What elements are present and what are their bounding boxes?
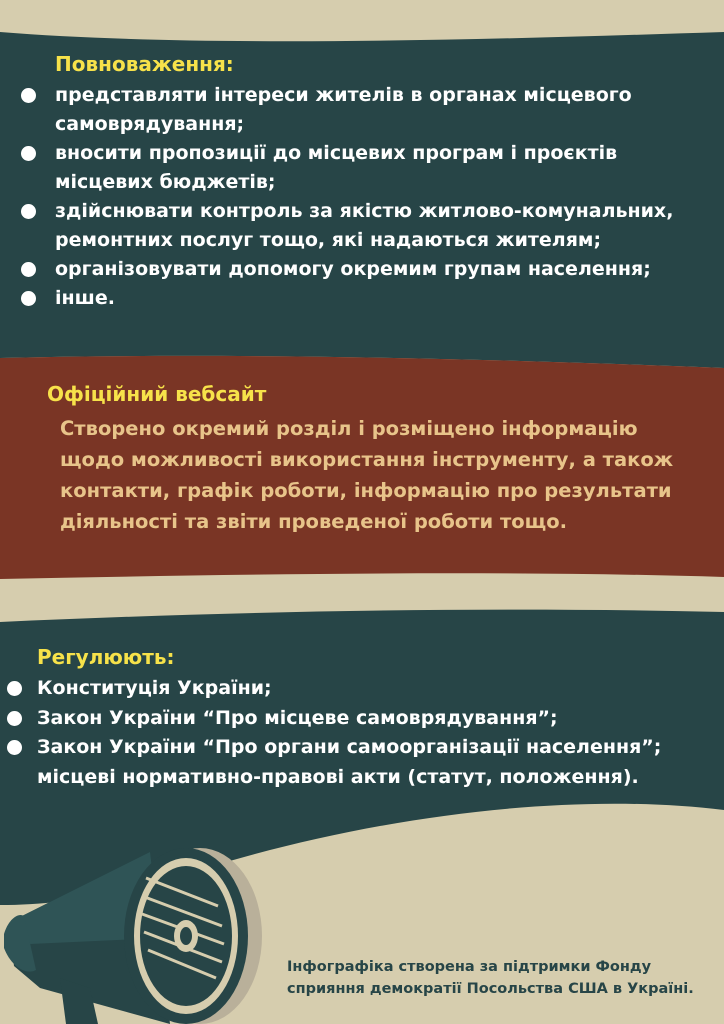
bullet-dot — [21, 262, 36, 277]
powers-section — [55, 51, 715, 313]
list-item: Конституція України; — [37, 674, 717, 704]
list-item: представляти інтереси жителів в органах місцевого самоврядування; — [55, 81, 715, 139]
bullet-dot — [21, 204, 36, 219]
bullet-dot — [21, 291, 36, 306]
footer-credit: Інфографіка створена за підтримки Фонду сприяння демократії Посольства США в Україні. — [287, 959, 694, 997]
regulation-list — [37, 674, 717, 763]
powers-list — [55, 81, 715, 313]
regulation-extra: місцеві нормативно-правові акти (статут, положення). — [37, 765, 639, 788]
bullet-dot — [21, 88, 36, 103]
regulation-section — [37, 644, 717, 792]
list-item: Закон України “Про місцеве самоврядування”; — [37, 704, 717, 734]
powers-heading: Повноваження: — [55, 52, 234, 76]
regulation-heading: Регулюють: — [37, 645, 175, 669]
bullet-dot — [7, 711, 22, 726]
bullet-dot — [7, 740, 22, 755]
list-item: здійснювати контроль за якістю житлово-комунальних, ремонтних послуг тощо, які надаються жителям; — [55, 197, 715, 255]
website-body: Створено окремий розділ і розміщено інформацію щодо можливості використання інструменту, а також контакти, графік роботи, інформацію про результати діяльності та звіти проведеної роботи тощо. — [60, 417, 674, 533]
list-item: Закон України “Про органи самоорганізації населення”; — [37, 733, 717, 763]
megaphone-icon — [0, 838, 280, 1024]
list-item: організовувати допомогу окремим групам населення; — [55, 255, 715, 284]
website-section — [47, 381, 707, 537]
list-item: вносити пропозиції до місцевих програм і проєктів місцевих бюджетів; — [55, 139, 715, 197]
website-heading: Офіційний вебсайт — [47, 382, 267, 406]
list-item: інше. — [55, 284, 715, 313]
bullet-dot — [21, 146, 36, 161]
bullet-dot — [7, 681, 22, 696]
